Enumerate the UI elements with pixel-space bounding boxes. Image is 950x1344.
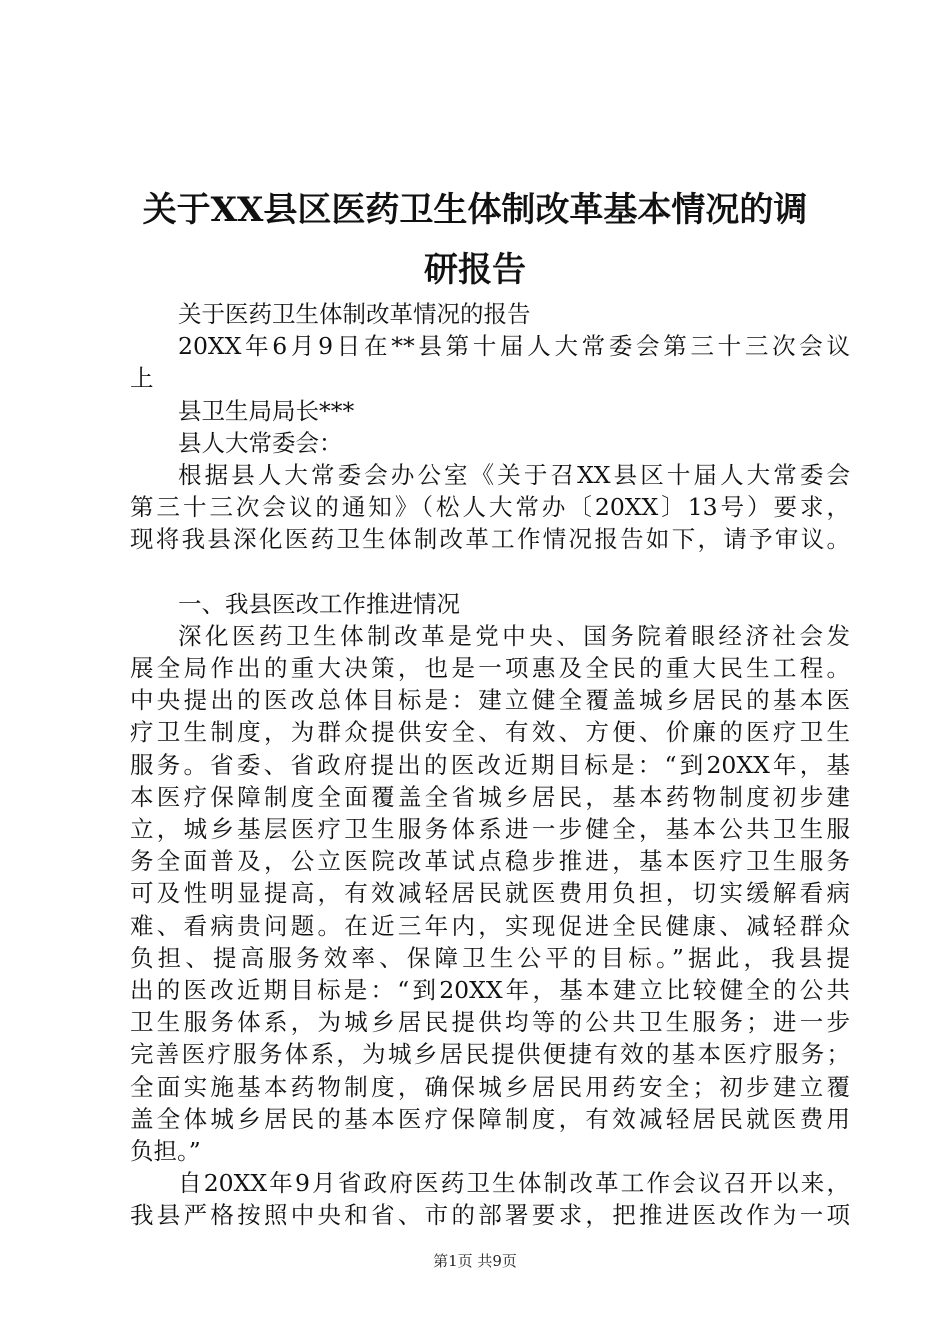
paragraph-line: 负担。”: [130, 1136, 201, 1165]
paragraph-line: 卫生服务体系，为城乡居民提供均等的公共卫生服务；进一步: [130, 1008, 850, 1037]
meeting-info-line: 20XX年6月9日在**县第十届人大常委会第三十三次会议: [178, 332, 850, 361]
paragraph-line: 中央提出的医改总体目标是：建立健全覆盖城乡居民的基本医: [130, 686, 850, 715]
paragraph-line: 负担、提高服务效率、保障卫生公平的目标。”据此，我县提: [130, 943, 850, 972]
page-number-footer: 第1页 共9页: [433, 1252, 517, 1270]
report-subtitle: 关于医药卫生体制改革情况的报告: [178, 300, 531, 328]
meeting-info-line: 上: [130, 364, 154, 393]
paragraph-line: 疗卫生制度，为群众提供安全、有效、方便、价廉的医疗卫生: [130, 718, 850, 747]
paragraph-line: 盖全体城乡居民的基本医疗保障制度，有效减轻居民就医费用: [130, 1104, 850, 1133]
paragraph-line: 难、看病贵问题。在近三年内，实现促进全民健康、减轻群众: [130, 911, 850, 940]
paragraph-line: 自20XX年9月省政府医药卫生体制改革工作会议召开以来，: [178, 1169, 850, 1198]
paragraph-line: 全面实施基本药物制度，确保城乡居民用药安全；初步建立覆: [130, 1072, 850, 1101]
paragraph-line: 根据县人大常委会办公室《关于召XX县区十届人大常委会: [178, 460, 850, 489]
paragraph-line: 本医疗保障制度全面覆盖全省城乡居民，基本药物制度初步建: [130, 782, 850, 811]
document-title-line-1: 关于XX县区医药卫生体制改革基本情况的调: [142, 190, 808, 230]
section-heading: 一、我县医改工作推进情况: [178, 589, 460, 618]
document-title-line-2: 研报告: [424, 250, 526, 290]
document-body: [130, 298, 850, 1231]
paragraph-line: 我县严格按照中央和省、市的部署要求，把推进医改作为一项: [130, 1201, 850, 1230]
paragraph-line: 出的医改近期目标是：“到20XX年，基本建立比较健全的公共: [130, 975, 850, 1004]
blank-line: [130, 556, 850, 588]
paragraph-line: 展全局作出的重大决策，也是一项惠及全民的重大民生工程。: [130, 654, 850, 683]
speaker-line: 县卫生局局长***: [178, 396, 355, 425]
paragraph-line: 完善医疗服务体系，为城乡居民提供便捷有效的基本医疗服务；: [130, 1040, 850, 1069]
paragraph-line: 服务。省委、省政府提出的医改近期目标是：“到20XX年，基: [130, 750, 850, 779]
paragraph-line: 现将我县深化医药卫生体制改革工作情况报告如下，请予审议。: [130, 525, 850, 554]
paragraph-line: 第三十三次会议的通知》（松人大常办〔20XX〕13号）要求，: [130, 493, 850, 522]
salutation-line: 县人大常委会：: [178, 428, 343, 457]
paragraph-line: 务全面普及，公立医院改革试点稳步推进，基本医疗卫生服务: [130, 847, 850, 876]
paragraph-line: 立，城乡基层医疗卫生服务体系进一步健全，基本公共卫生服: [130, 815, 850, 843]
paragraph-line: 深化医药卫生体制改革是党中央、国务院着眼经济社会发: [178, 621, 850, 650]
paragraph-line: 可及性明显提高，有效减轻居民就医费用负担，切实缓解看病: [130, 879, 850, 908]
